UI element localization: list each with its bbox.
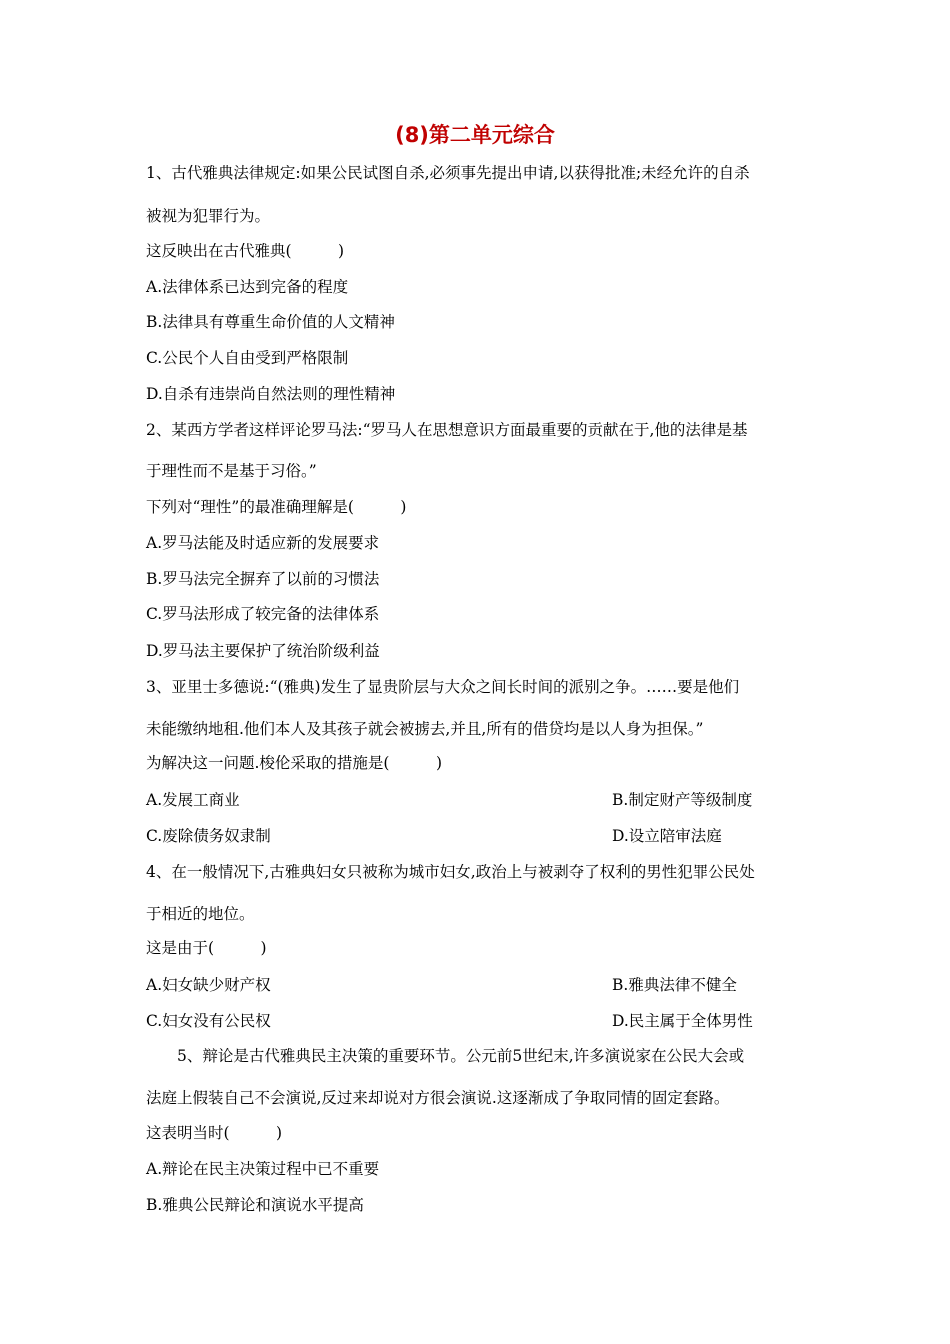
question-5-prompt: 这表明当时( ) <box>146 1124 283 1142</box>
question-4-option-d: D.民主属于全体男性 <box>612 1012 753 1030</box>
question-1-stem-line-2: 被视为犯罪行为。 <box>146 207 271 225</box>
question-5-stem-line-2: 法庭上假装自己不会演说,反过来却说对方很会演说.这逐渐成了争取同情的固定套路。 <box>146 1089 730 1107</box>
question-1-option-d: D.自杀有违崇尚自然法则的理性精神 <box>146 385 396 403</box>
question-2-option-c: C.罗马法形成了较完备的法律体系 <box>146 605 380 623</box>
question-3-stem-line-2: 未能缴纳地租.他们本人及其孩子就会被掳去,并且,所有的借贷均是以人身为担保。” <box>146 720 704 738</box>
question-4-option-a: A.妇女缺少财产权 <box>146 976 271 994</box>
page-title: (8)第二单元综合 <box>395 123 555 147</box>
question-2-stem-line-1: 2、某西方学者这样评论罗马法:“罗马人在思想意识方面最重要的贡献在于,他的法律是基 <box>146 421 748 439</box>
question-2-stem-line-2: 于理性而不是基于习俗。” <box>146 462 317 480</box>
question-4-stem-line-2: 于相近的地位。 <box>146 905 255 923</box>
question-5-option-a: A.辩论在民主决策过程中已不重要 <box>146 1160 380 1178</box>
question-3-stem-line-1: 3、亚里士多德说:“(雅典)发生了显贵阶层与大众之间长时间的派别之争。……要是他们 <box>146 678 740 696</box>
question-1-prompt: 这反映出在古代雅典( ) <box>146 242 345 260</box>
question-1-stem-line-1: 1、古代雅典法律规定:如果公民试图自杀,必须事先提出申请,以获得批准;未经允许的自杀 <box>146 164 750 182</box>
question-3-prompt: 为解决这一问题.梭伦采取的措施是( ) <box>146 754 443 772</box>
question-2-option-d: D.罗马法主要保护了统治阶级利益 <box>146 642 380 660</box>
question-4-stem-line-1: 4、在一般情况下,古雅典妇女只被称为城市妇女,政治上与被剥夺了权利的男性犯罪公民处 <box>146 863 755 881</box>
question-3-option-d: D.设立陪审法庭 <box>612 827 722 845</box>
question-4-option-b: B.雅典法律不健全 <box>612 976 737 994</box>
question-1-option-b: B.法律具有尊重生命价值的人文精神 <box>146 313 395 331</box>
question-2-prompt: 下列对“理性”的最准确理解是( ) <box>146 498 407 516</box>
question-4-prompt: 这是由于( ) <box>146 939 267 957</box>
question-2-option-b: B.罗马法完全摒弃了以前的习惯法 <box>146 570 380 588</box>
question-2-option-a: A.罗马法能及时适应新的发展要求 <box>146 534 380 552</box>
question-3-option-b: B.制定财产等级制度 <box>612 791 753 809</box>
question-5-option-b: B.雅典公民辩论和演说水平提高 <box>146 1196 364 1214</box>
question-4-option-c: C.妇女没有公民权 <box>146 1012 271 1030</box>
question-1-option-a: A.法律体系已达到完备的程度 <box>146 278 349 296</box>
question-3-option-c: C.废除债务奴隶制 <box>146 827 271 845</box>
question-5-stem-line-1: 5、辩论是古代雅典民主决策的重要环节。公元前5世纪末,许多演说家在公民大会或 <box>146 1047 745 1065</box>
question-1-option-c: C.公民个人自由受到严格限制 <box>146 349 349 367</box>
question-3-option-a: A.发展工商业 <box>146 791 240 809</box>
